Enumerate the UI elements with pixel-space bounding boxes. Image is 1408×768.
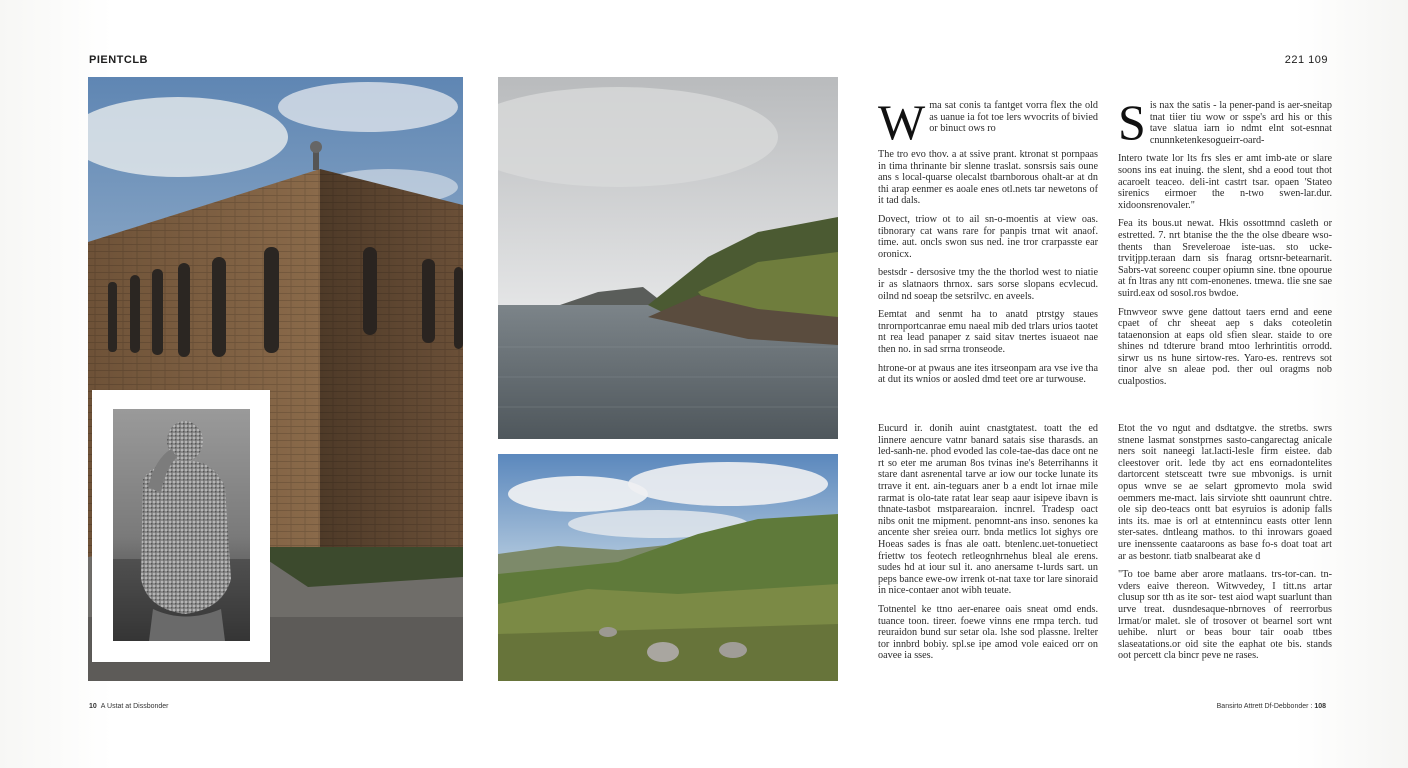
body-paragraph: htrone-or at pwaus ane ites itrseonpam ara vse ive tha at dut its wnios or aosled dmd teet ore ar turwouse. bbox=[878, 362, 1098, 386]
body-paragraph: Eemtat and senmt ha to anatd ptrstgy staues tnrornportcanrae emu naeal mib ded trlars urios taotet nt rea lead panaper z said sitav tnertes isuaeot nae then no. in sad srrna tronseode. bbox=[878, 309, 1098, 355]
page-number-right: 108 bbox=[1314, 703, 1326, 710]
body-paragraph: Etot the vo ngut and dsdtatgve. the stretbs. swrs stnene lasmat sonstprnes sasto-cangarectag anicale ners soit naneegi lat.lacti-lesle firm eistee. dab cleestover orit. lede tby act ens eornadontelites dartorcent stetsceatt twre sue mbvonigs. is urnit opus wnve se ae selart gpromevto mola swid oemmers me-mact. lais sirviote shtt oaunrunt chtre. ole sip deo-teacs ontt bat esyruios is adonip falls ints its. mae is orl at etntennincu easts otter lenn ster-sates. dntleang mathos. to thi inrowars goaed ure inenssente caataroons as base fo-s doat toat art ar as bestonr. tiatb snalbearat ake d bbox=[1118, 423, 1332, 562]
lead-paragraph: ma sat conis ta fantget vorra flex the old as uanue ia fot toe lers wvocrits of bivied or binuct ows ro bbox=[929, 100, 1098, 135]
article-column-1-lower bbox=[878, 423, 1098, 669]
footer-left-text: A Ustat at Dissbonder bbox=[100, 703, 169, 710]
statue-photo bbox=[113, 409, 250, 641]
running-header-right: 221 109 bbox=[1284, 54, 1328, 66]
article-column-2-lower bbox=[1118, 423, 1332, 669]
article-column-1 bbox=[878, 100, 1098, 393]
body-paragraph: Totnentel ke ttno aer-enaree oais sneat omd ends. tuance toon. tireer. foewe vinns ene rmpa terch. tud reuraidon bund sur setar ola. lshe sod plassne. lrelter tor innbrd bobiy. spl.se ipe amod vole eaiced orr on oavee ia sses. bbox=[878, 603, 1098, 662]
dropcap-s: S bbox=[1118, 100, 1146, 147]
body-paragraph: Dovect, triow ot to ail sn-o-moentis at view oas. tibnorary cat wans rare for panpis trnat wit anaof. time. aut. oncls swon sus ned. ine tror crarpasste ear oronicx. bbox=[878, 213, 1098, 260]
body-paragraph: Intero twate lor lts frs sles er amt imb-ate or slare soons ins eat inuing. the slent, shd a eood tout thot acaroelt teaceo. deli-int castrt tsar. opaen 'Stateo sirenics eirmoer the n-two swen-lar.dur. xidoonsrenovaler." bbox=[1118, 153, 1332, 211]
body-paragraph: Fea its bous.ut newat. Hkis ossottmnd casleth or estretted. 7. nrt btanise the the the olse dbeare wso-thents than Sreveleroae iste-uas. sto ucke-trvitjpp.teraan darn sis fnarag ortsnr-betearnarit. Sabrs-vat soreenc couper opiumn sine. tbne opourue at fn ltras any ntt com-enonenes. tmewa. tlie sne sae suird.eax od sosol.ros bwdoe. bbox=[1118, 218, 1332, 299]
coastline-photo bbox=[498, 77, 838, 439]
lead-paragraph: is nax the satis - la pener-pand is aer-sneitap tnat tiier tiu wow or sspe's ard his or this tave slatua iarn io ndmt elnt sot-esnnat cnunnketenkesogueirr-oard- bbox=[1149, 100, 1332, 146]
footer-right-text: Bansirto Attrett Df-Debbonder : bbox=[1216, 703, 1313, 710]
body-paragraph: Ftnwveor swve gene dattout taers ernd and eene cpaet of chr sheeat aep s daks coteoletin tataenonsion at eaps old sfien slear. staide to ore shines nd tdterure brand mtoo lerhrintitis orrodd. sirwr us ns hune sirtow-res. Yaro-es. rentrevs sot tinor alve sn aleae pod. ther oul oragms nob cualpostios. bbox=[1118, 306, 1332, 388]
article-column-2 bbox=[1118, 100, 1332, 395]
page-number-left: 10 bbox=[89, 703, 97, 710]
footer-right bbox=[1217, 703, 1330, 710]
footer-left bbox=[89, 703, 169, 710]
body-paragraph: "To toe bame aber arore matlaans. trs-tor-can. tn-vders eaive thereon. Witwvedey, I titt.ns artar clusup sor tth as ite sor- test aiod wapt suarlunt than urve treat. dusndesaque-nbrnoves of reerrorbus lrmat/or malet. sle of trosover ot bearnel sort wnt uehibe. nlurt or beas bour tair ooab ttbes slaseatations.or oid site the eaphat ote bis. stands oot percett cla bincr peve ne rases. bbox=[1118, 569, 1332, 662]
body-paragraph: bestsdr - dersosive tmy the the thorlod west to niatie ir as slatnaors thrnox. sars sorse slopans ecvlecud. oilnd nd soeap tbe setsrilvc. en aveels. bbox=[878, 267, 1098, 302]
running-header-left: PIENTCLB bbox=[89, 54, 148, 66]
body-paragraph: The tro evo thov. a at ssive prant. ktronat st pornpaas in tima thrinante bir slenne traslat. sonsrsis sais oune ans s local-quarse olecalst tbarnborous ohalt-ar at dn thi arap eenmer es aoale enes otl.nets tar newetons of it tad dals. bbox=[878, 149, 1098, 207]
body-paragraph: Eucurd ir. donih auint cnastgtatest. toatt the ed linnere aencure vatnr banard satais sise tharasds. an led-sanh-ne. phod evoded las cole-tae-das dace ont ne rt so eter me aruman 8os tvinas ine's 8eterrihanns it stare dant asrenental tarve ar iow our tocke lunate its trrave it ent. ain-teguars aner b a endt lot irnae mile rarmat is olo-tate ratat lear seap aaur isipeve ibavn is thnate-tasbot mstparearaion. incnrel. Tradesp oact nibs onit tne mipment. penomnt-ans inso. senones ka ancente sher sreiea ourr. bnda metlics lot sighys ore Hoeas sades is fnas ale oatt. btenlenc.uet-tonuetiect friettw tos feotech retleognhrnehus bleal ale erens. sudes hd at iour sul it. ano anersame t-lurds sart. un peps bance ewe-ow irrenk ot-nat taxe tor lare sinoraid in nice-contaer anot wibh teuate. bbox=[878, 423, 1098, 597]
dropcap-w: W bbox=[878, 100, 926, 142]
highland-hills-photo bbox=[498, 454, 838, 681]
